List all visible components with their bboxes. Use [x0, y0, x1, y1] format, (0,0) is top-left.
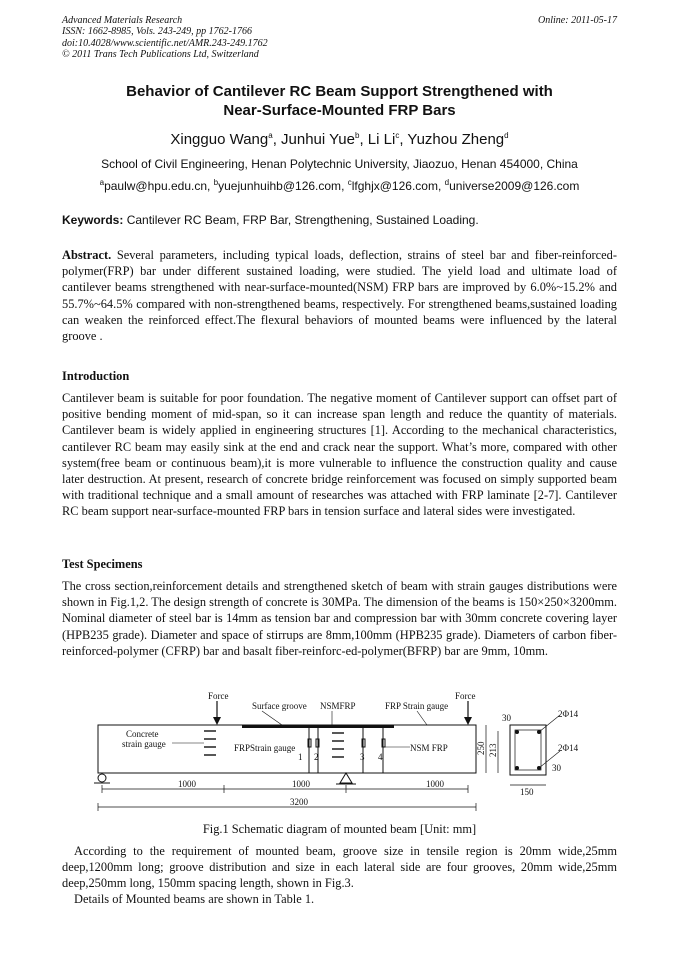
- journal-name: Advanced Materials Research: [62, 15, 183, 26]
- dimension-lines: [98, 785, 476, 811]
- author-sup: d: [504, 131, 509, 140]
- keywords: [62, 213, 617, 227]
- concrete-gauges-mid: [332, 733, 344, 757]
- author-name: Yuzhou Zheng: [407, 131, 505, 148]
- keywords-text: Cantilever RC Beam, FRP Bar, Strengthening, Sustained Loading.: [126, 213, 479, 227]
- author-sup: b: [355, 131, 360, 140]
- concrete-gauges-left: [204, 731, 216, 755]
- figure-1-diagram: [92, 689, 612, 817]
- gauge-number-3: 3: [360, 752, 365, 762]
- support-mid: [336, 773, 356, 784]
- dimension-1000-left: 1000: [178, 779, 196, 789]
- journal-header: [62, 15, 617, 61]
- bar-label-bottom: 2Φ14: [558, 743, 579, 753]
- paper-title: [62, 82, 617, 120]
- author-name: Li Li: [367, 131, 396, 148]
- section-heading-introduction: Introduction: [62, 369, 130, 383]
- issn-line: ISSN: 1662-8985, Vols. 243-249, pp 1762-1766: [62, 26, 252, 38]
- email-sup: d: [444, 178, 450, 187]
- cover-30-top: 30: [502, 713, 511, 723]
- email-link[interactable]: yuejunhuihb@126.com: [218, 179, 342, 193]
- online-date: Online: 2011-05-17: [538, 15, 617, 26]
- paragraph-table-reference: Details of Mounted beams are shown in Table 1.: [74, 892, 315, 906]
- cover-30-bottom: 30: [552, 763, 561, 773]
- doi-line: doi:10.4028/www.scientific.net/AMR.243-249.1762: [62, 37, 268, 49]
- gauge-number-2: 2: [314, 752, 319, 762]
- email-sup: c: [347, 178, 352, 187]
- gauge-number-1: 1: [298, 752, 303, 762]
- test-specimens-text: The cross section,reinforcement details and strengthened sketch of beam with strain gauges distributions were shown in Fig.1,2. The design strength of concrete is 30MPa. The dimension of the beams is 150×250×3200mm. Nominal diameter of steel bar is 14mm as tension bar and compression bar with 30mm concrete covering layer (HPB235 grade). Diameter and space of stirrups are 8mm,100mm (HPB235 grade). Diameters of carbon fiber-reinforced-polymer (CFRP) bar and basalt fiber-reinforc-ed-polymer(BFRP) bar are 9mm, 10mm.: [62, 579, 617, 658]
- dimension-3200-total: 3200: [290, 797, 308, 807]
- force-arrowhead-left: [213, 717, 221, 725]
- section-width-150: 150: [520, 787, 534, 797]
- author-name: Junhui Yue: [281, 131, 355, 148]
- gauge-number-4: 4: [378, 752, 383, 762]
- rebar-dots: [515, 730, 541, 770]
- frp-strain-top-label: FRP Strain gauge: [385, 701, 449, 711]
- paragraph-groove-requirements: According to the requirement of mounted beam, groove size in tensile region is 20mm wide,25mm deep,1200mm long; groove distribution and size in each lateral side are four grooves, 20mm wide,25mm deep,250mm long, 150mm spacing length, shown in Fig.3.: [62, 844, 617, 891]
- author-sup: a: [268, 131, 273, 140]
- email-link[interactable]: paulw@hpu.edu.cn: [104, 179, 207, 193]
- figure-1-caption: Fig.1 Schematic diagram of mounted beam [Unit: mm]: [202, 822, 477, 836]
- author-sup: c: [395, 131, 400, 140]
- affiliation: School of Civil Engineering, Henan Polytechnic University, Jiaozuo, Henan 454000, China: [101, 157, 578, 171]
- keywords-label: Keywords:: [62, 213, 124, 227]
- email-sup: b: [213, 178, 219, 187]
- email-link[interactable]: lfghjx@126.com: [351, 179, 438, 193]
- section-heading-test-specimens: Test Specimens: [62, 557, 143, 571]
- author-list: Xingguo Wang$^a$, Junhui Yue$^b$, Li Li$^c$, Yuzhou Zheng$^d$: [170, 131, 509, 148]
- concrete-gauge-label-1: Concrete: [126, 729, 159, 739]
- email-list: $^a$paulw@hpu.edu.cn, $^b$yuejunhuihb@126.com, $^c$lfghjx@126.com, $^d$universe2009@126.com: [99, 178, 580, 193]
- force-arrowhead-right: [464, 717, 472, 725]
- abstract-text: Several parameters, including typical loads, deflection, strains of steel bar and fiber-reinforced-polymer(FRP) bar under different sustained loading, were studied. The yield load and ultimate load of cantilever beams strengthened with near-surface-mounted(NSM) FRP bars are improved by 6.0%~15.2% and 55.7%~64.5% compared with non-strengthened beams, respectively. For strengthened beams,sustained loading can weaken the reinforced effect.The flexural behaviors of mounted beams were influenced by the lateral groove .: [62, 248, 617, 344]
- nsm-frp-mid-label: NSM FRP: [410, 743, 448, 753]
- abstract: [62, 247, 617, 344]
- bar-label-top: 2Φ14: [558, 709, 579, 719]
- surface-groove-label: Surface groove: [252, 701, 307, 711]
- height-250: 250: [476, 741, 486, 755]
- author-name: Xingguo Wang: [170, 131, 269, 148]
- height-213: 213: [488, 743, 498, 757]
- concrete-gauge-label-2: strain gauge: [122, 739, 166, 749]
- force-label-right: Force: [455, 691, 476, 701]
- side-gauges: [308, 725, 385, 773]
- email-link[interactable]: universe2009@126.com: [449, 179, 580, 193]
- abstract-label: Abstract.: [62, 248, 112, 262]
- frp-strain-mid-label: FRPStrain gauge: [234, 743, 296, 753]
- nsm-frp-top-label: NSMFRP: [320, 701, 356, 711]
- email-sup: a: [99, 178, 105, 187]
- title-line-2: Near-Surface-Mounted FRP Bars: [223, 102, 456, 119]
- force-label-left: Force: [208, 691, 229, 701]
- introduction-text: Cantilever beam is suitable for poor foundation. The negative moment of Cantilever support can offset part of positive bending moment of mid-span, so it can increase span length and reduce the quantity of materials. Cantilever beam is widely applied in engineering structures [1]. According to the mechanical characteristics, cantilever RC beam may easily sink at the end and crack near the support. What’s more, compared with other system(free beam or continuous beam),it is more vulnerable to influence the construction quality and cause later destruction. At present, research of concrete bridge reinforcement was focused on simply supported beam with traditional technique and a small amount of researches was attached with FRP laminate [2-7]. Cantilever RC beam support near-surface-mounted FRP bars in tension surface and lateral sides were investigated.: [62, 391, 617, 519]
- title-line-1: Behavior of Cantilever RC Beam Support Strengthened with: [126, 83, 553, 100]
- copyright-line: © 2011 Trans Tech Publications Ltd, Switzerland: [62, 49, 259, 61]
- dimension-1000-right: 1000: [426, 779, 444, 789]
- support-left: [94, 774, 110, 783]
- dimension-1000-mid: 1000: [292, 779, 310, 789]
